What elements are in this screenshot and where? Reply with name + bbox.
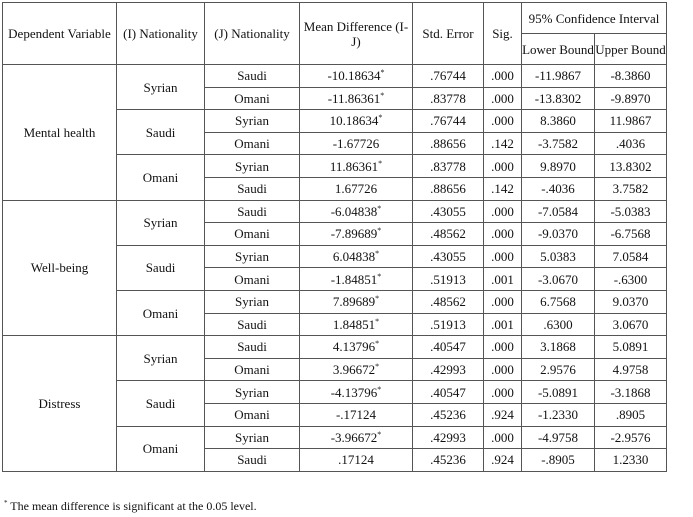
j-nationality-cell: Saudi (205, 177, 300, 200)
std-error-cell: .83778 (413, 87, 484, 110)
i-nationality-cell: Saudi (117, 245, 205, 290)
j-nationality-cell: Saudi (205, 449, 300, 472)
significance-star: * (375, 362, 380, 372)
sig-cell: .000 (484, 223, 522, 246)
mean-difference-value: 6.04838 (332, 249, 376, 265)
j-nationality-cell: Omani (205, 403, 300, 426)
sig-cell: .000 (484, 110, 522, 133)
std-error-cell: .43055 (413, 245, 484, 268)
header-i-nationality: (I) Nationality (117, 3, 205, 65)
mean-difference-value: -3.96672 (330, 429, 378, 445)
std-error-cell: .40547 (413, 336, 484, 359)
std-error-cell: .88656 (413, 177, 484, 200)
significance-star: * (378, 113, 383, 123)
mean-difference-cell (300, 65, 413, 88)
lower-bound-cell: 9.8970 (522, 155, 595, 178)
sig-cell: .000 (484, 336, 522, 359)
std-error-cell: .43055 (413, 200, 484, 223)
upper-bound-cell: 5.0891 (595, 336, 667, 359)
mean-difference-value: -4.13796 (330, 384, 378, 400)
upper-bound-cell: .4036 (595, 132, 667, 155)
lower-bound-cell: 5.0383 (522, 245, 595, 268)
std-error-cell: .42993 (413, 426, 484, 449)
significance-star: * (377, 384, 382, 394)
i-nationality-cell: Saudi (117, 110, 205, 155)
dependent-variable-cell: Well-being (3, 200, 117, 336)
lower-bound-cell: -5.0891 (522, 381, 595, 404)
upper-bound-cell: -3.1868 (595, 381, 667, 404)
mean-difference-cell (300, 381, 413, 404)
mean-difference-cell (300, 110, 413, 133)
lower-bound-cell: 6.7568 (522, 290, 595, 313)
std-error-cell: .48562 (413, 290, 484, 313)
upper-bound-cell: -6.7568 (595, 223, 667, 246)
significance-star: * (375, 316, 380, 326)
significance-star: * (375, 339, 380, 349)
j-nationality-cell: Syrian (205, 381, 300, 404)
lower-bound-cell: -3.7582 (522, 132, 595, 155)
std-error-cell: .51913 (413, 313, 484, 336)
j-nationality-cell: Saudi (205, 200, 300, 223)
j-nationality-cell: Syrian (205, 245, 300, 268)
mean-difference-value: -11.86361 (327, 90, 381, 106)
mean-difference-value: -7.89689 (330, 226, 378, 242)
std-error-cell: .51913 (413, 268, 484, 291)
mean-difference-cell (300, 290, 413, 313)
upper-bound-cell: 7.0584 (595, 245, 667, 268)
sig-cell: .000 (484, 426, 522, 449)
j-nationality-cell: Syrian (205, 290, 300, 313)
sig-cell: .000 (484, 200, 522, 223)
mean-difference-cell (300, 403, 413, 426)
mean-difference-value: -1.84851 (330, 271, 378, 287)
mean-difference-cell (300, 87, 413, 110)
sig-cell: .142 (484, 132, 522, 155)
sig-cell: .000 (484, 65, 522, 88)
upper-bound-cell: -5.0383 (595, 200, 667, 223)
mean-difference-value: 1.84851 (332, 316, 376, 332)
mean-difference-cell (300, 200, 413, 223)
j-nationality-cell: Omani (205, 87, 300, 110)
lower-bound-cell: -.4036 (522, 177, 595, 200)
significance-star: * (380, 90, 385, 100)
mean-difference-cell (300, 426, 413, 449)
header-mean-difference: Mean Difference (I-J) (300, 3, 413, 65)
upper-bound-cell: 4.9758 (595, 358, 667, 381)
mean-difference-value: -.17124 (335, 407, 377, 423)
std-error-cell: .76744 (413, 110, 484, 133)
upper-bound-cell: 3.7582 (595, 177, 667, 200)
lower-bound-cell: 8.3860 (522, 110, 595, 133)
significance-star: * (377, 271, 382, 281)
header-sig: Sig. (484, 3, 522, 65)
lower-bound-cell: -9.0370 (522, 223, 595, 246)
lower-bound-cell: -1.2330 (522, 403, 595, 426)
sig-cell: .000 (484, 245, 522, 268)
mean-difference-cell (300, 358, 413, 381)
upper-bound-cell: -2.9576 (595, 426, 667, 449)
j-nationality-cell: Saudi (205, 313, 300, 336)
mean-difference-value: -6.04838 (330, 203, 378, 219)
lower-bound-cell: -4.9758 (522, 426, 595, 449)
dependent-variable-cell: Distress (3, 336, 117, 472)
upper-bound-cell: .8905 (595, 403, 667, 426)
j-nationality-cell: Saudi (205, 65, 300, 88)
mean-difference-cell (300, 336, 413, 359)
dependent-variable-cell: Mental health (3, 65, 117, 201)
i-nationality-cell: Omani (117, 290, 205, 335)
sig-cell: .001 (484, 268, 522, 291)
mean-difference-value: 11.86361 (329, 158, 379, 174)
sig-cell: .001 (484, 313, 522, 336)
significance-star: * (375, 294, 380, 304)
sig-cell: .000 (484, 358, 522, 381)
significance-star: * (377, 203, 382, 213)
j-nationality-cell: Saudi (205, 336, 300, 359)
header-dependent-variable: Dependent Variable (3, 3, 117, 65)
table-row (3, 65, 667, 88)
j-nationality-cell: Omani (205, 268, 300, 291)
j-nationality-cell: Omani (205, 358, 300, 381)
lower-bound-cell: 3.1868 (522, 336, 595, 359)
lower-bound-cell: -3.0670 (522, 268, 595, 291)
std-error-cell: .45236 (413, 403, 484, 426)
upper-bound-cell: 11.9867 (595, 110, 667, 133)
footnote (4, 499, 257, 514)
j-nationality-cell: Omani (205, 223, 300, 246)
sig-cell: .000 (484, 155, 522, 178)
upper-bound-cell: 3.0670 (595, 313, 667, 336)
mean-difference-value: -1.67726 (332, 136, 380, 152)
sig-cell: .000 (484, 87, 522, 110)
sig-cell: .000 (484, 381, 522, 404)
std-error-cell: .42993 (413, 358, 484, 381)
mean-difference-cell (300, 449, 413, 472)
j-nationality-cell: Omani (205, 132, 300, 155)
significance-star: * (378, 158, 383, 168)
j-nationality-cell: Syrian (205, 426, 300, 449)
i-nationality-cell: Syrian (117, 200, 205, 245)
mean-difference-value: .17124 (338, 452, 374, 468)
i-nationality-cell: Syrian (117, 336, 205, 381)
i-nationality-cell: Omani (117, 426, 205, 471)
lower-bound-cell: 2.9576 (522, 358, 595, 381)
lower-bound-cell: -11.9867 (522, 65, 595, 88)
mean-difference-value: 7.89689 (332, 294, 376, 310)
table-body (3, 65, 667, 472)
std-error-cell: .40547 (413, 381, 484, 404)
header-lower-bound: Lower Bound (522, 34, 595, 65)
i-nationality-cell: Saudi (117, 381, 205, 426)
upper-bound-cell: 1.2330 (595, 449, 667, 472)
mean-difference-cell (300, 245, 413, 268)
mean-difference-cell (300, 268, 413, 291)
sig-cell: .924 (484, 449, 522, 472)
j-nationality-cell: Syrian (205, 110, 300, 133)
header-j-nationality: (J) Nationality (205, 3, 300, 65)
std-error-cell: .45236 (413, 449, 484, 472)
sig-cell: .142 (484, 177, 522, 200)
mean-difference-value: -10.18634 (327, 68, 381, 84)
upper-bound-cell: -.6300 (595, 268, 667, 291)
significance-star: * (377, 226, 382, 236)
mean-difference-cell (300, 132, 413, 155)
mean-difference-cell (300, 223, 413, 246)
header-confidence-interval: 95% Confidence Interval (522, 3, 667, 34)
upper-bound-cell: 13.8302 (595, 155, 667, 178)
sig-cell: .000 (484, 290, 522, 313)
upper-bound-cell: -9.8970 (595, 87, 667, 110)
lower-bound-cell: -7.0584 (522, 200, 595, 223)
j-nationality-cell: Syrian (205, 155, 300, 178)
std-error-cell: .48562 (413, 223, 484, 246)
mean-difference-value: 3.96672 (332, 362, 376, 378)
significance-star: * (377, 429, 382, 439)
upper-bound-cell: -8.3860 (595, 65, 667, 88)
table-row (3, 336, 667, 359)
table-row (3, 200, 667, 223)
footnote-star: * (4, 499, 8, 507)
mean-difference-cell (300, 177, 413, 200)
header-std-error: Std. Error (413, 3, 484, 65)
significance-star: * (380, 68, 385, 78)
sig-cell: .924 (484, 403, 522, 426)
mean-difference-value: 1.67726 (334, 181, 378, 197)
std-error-cell: .83778 (413, 155, 484, 178)
std-error-cell: .88656 (413, 132, 484, 155)
mean-difference-cell (300, 313, 413, 336)
i-nationality-cell: Omani (117, 155, 205, 200)
mean-difference-value: 10.18634 (329, 113, 379, 129)
lower-bound-cell: .6300 (522, 313, 595, 336)
upper-bound-cell: 9.0370 (595, 290, 667, 313)
lower-bound-cell: -13.8302 (522, 87, 595, 110)
mean-difference-value: 4.13796 (332, 339, 376, 355)
std-error-cell: .76744 (413, 65, 484, 88)
header-upper-bound: Upper Bound (595, 34, 667, 65)
significance-star: * (375, 249, 380, 259)
lower-bound-cell: -.8905 (522, 449, 595, 472)
i-nationality-cell: Syrian (117, 65, 205, 110)
post-hoc-table (2, 2, 667, 472)
footnote-text: The mean difference is significant at the 0.05 level. (7, 499, 257, 513)
mean-difference-cell (300, 155, 413, 178)
